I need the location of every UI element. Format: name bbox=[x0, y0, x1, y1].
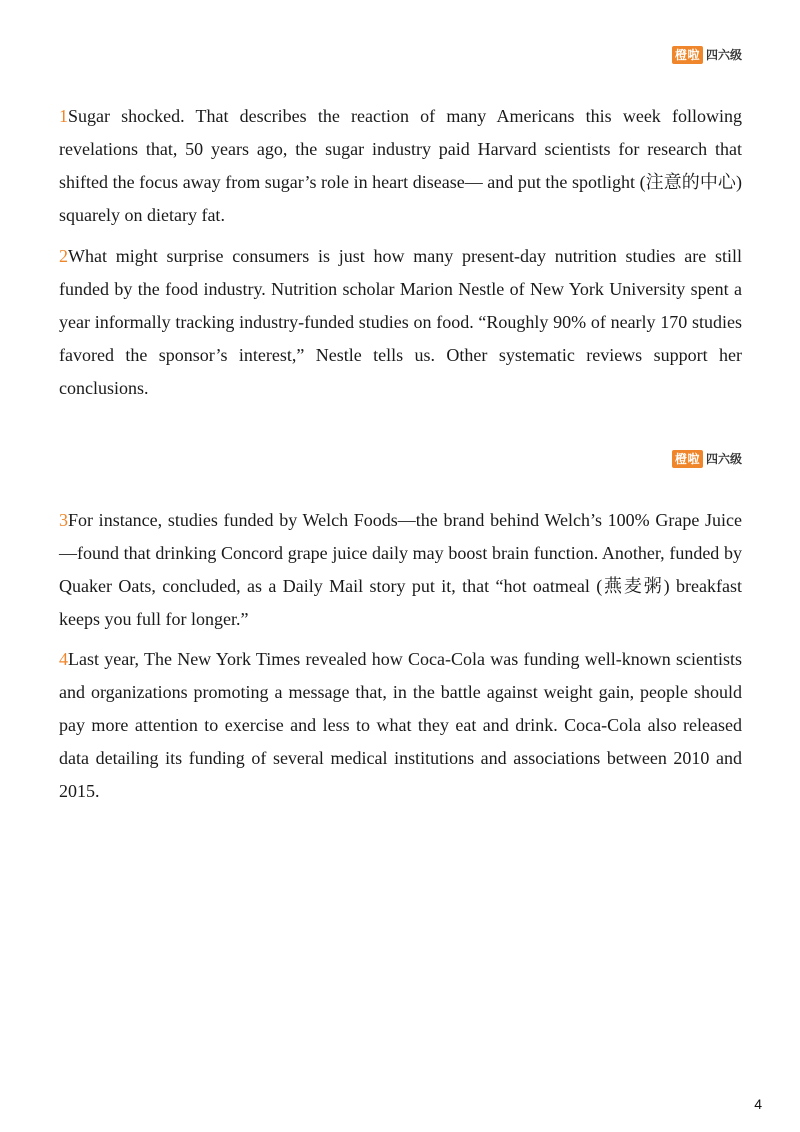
paragraph-number: 4 bbox=[59, 649, 68, 669]
brand-badge-header bbox=[672, 46, 742, 64]
brand-level-label: 四六级 bbox=[705, 48, 742, 62]
paragraph-3 bbox=[59, 504, 742, 636]
paragraph-2 bbox=[59, 240, 742, 405]
paragraph-1 bbox=[59, 100, 742, 232]
paragraph-number: 2 bbox=[59, 246, 68, 266]
paragraph-text: Last year, The New York Times revealed how Coca-Cola was funding well-known scientists and organizations promoting a message that, in the battle against weight gain, people should pay more attention to exercise and less to what they eat and drink. Coca-Cola also released data detailing its funding of several medical institutions and associations between 2010 and 2015. bbox=[59, 649, 742, 801]
paragraph-number: 1 bbox=[59, 106, 68, 126]
brand-badge-section bbox=[672, 450, 742, 468]
paragraph-text: Sugar shocked. That describes the reaction of many Americans this week following revelations that, 50 years ago, the sugar industry paid Harvard scientists for research that shifted the focus away from sugar’s role in heart disease— and put the spotlight (注意的中心) squarely on dietary fat. bbox=[59, 106, 742, 225]
paragraph-4 bbox=[59, 643, 742, 808]
paragraph-text: For instance, studies funded by Welch Foods—the brand behind Welch’s 100% Grape Juice—found that drinking Concord grape juice daily may boost brain function. Another, funded by Quaker Oats, concluded, as a Daily Mail story put it, that “hot oatmeal (燕麦粥) breakfast keeps you full for longer.” bbox=[59, 510, 742, 629]
page-number: 4 bbox=[754, 1096, 762, 1112]
paragraph-number: 3 bbox=[59, 510, 68, 530]
brand-logo: 橙啦 bbox=[672, 46, 703, 64]
paragraph-text: What might surprise consumers is just how many present-day nutrition studies are still funded by the food industry. Nutrition scholar Marion Nestle of New York University spent a year informally tracking industry-funded studies on food. “Roughly 90% of nearly 170 studies favored the sponsor’s interest,” Nestle tells us. Other systematic reviews support her conclusions. bbox=[59, 246, 742, 398]
brand-level-label: 四六级 bbox=[705, 452, 742, 466]
brand-logo: 橙啦 bbox=[672, 450, 703, 468]
